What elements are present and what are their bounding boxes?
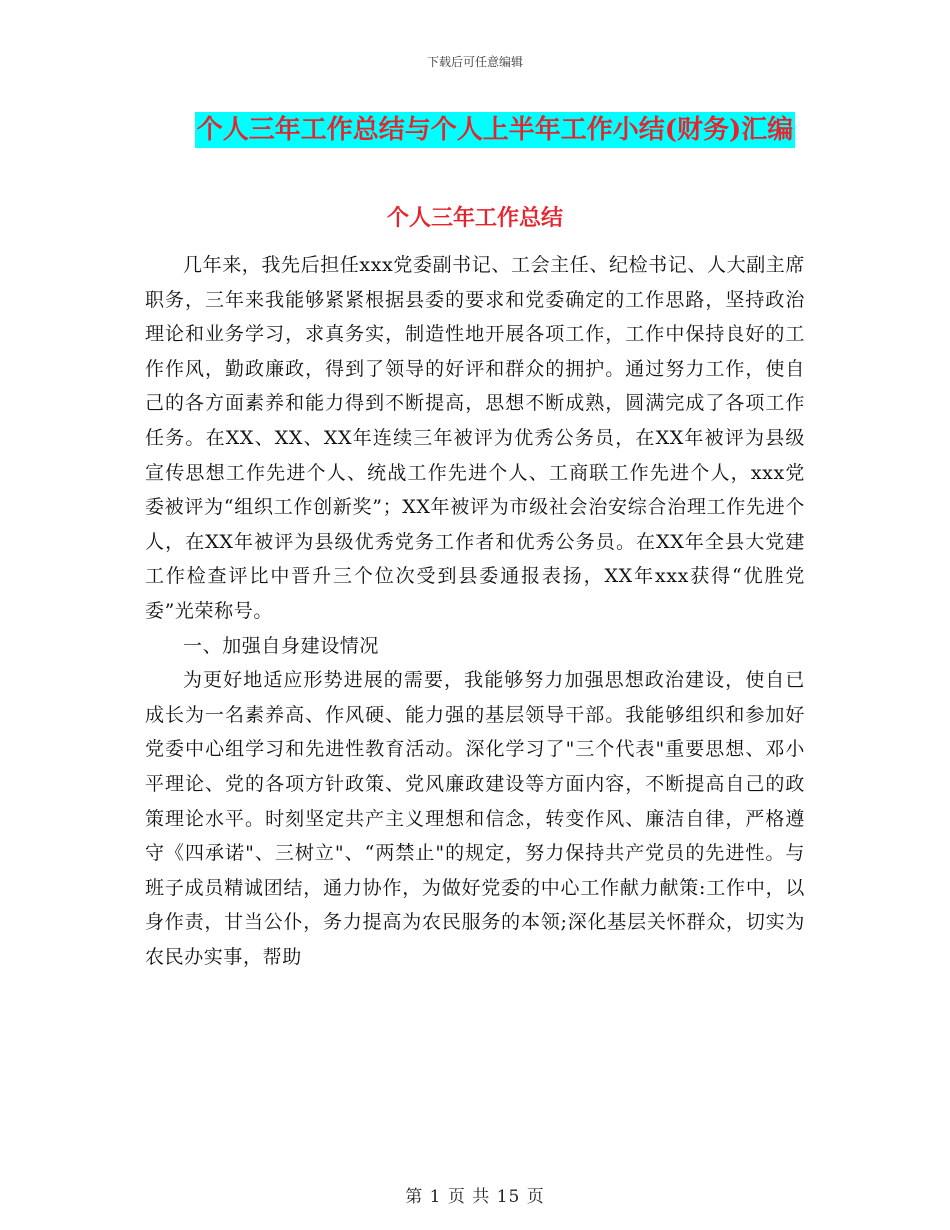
section-title: 个人三年工作总结 [386, 205, 563, 231]
page-footer: 第 1 页 共 15 页 [405, 1187, 545, 1207]
body-text [145, 248, 805, 974]
paragraph-heading-1: 一、加强自身建设情况 [183, 634, 380, 657]
main-title: 个人三年工作总结与个人上半年工作小结(财务)汇编 [195, 112, 796, 148]
main-title-wrap [0, 112, 950, 148]
paragraph-intro: 几年来，我先后担任xxx党委副书记、工会主任、纪检书记、人大副主席职务，三年来我能够紧紧根据县委的要求和党委确定的工作思路，坚持政治理论和业务学习，求真务实，制造性地开展各项工作，工作中保持良好的工作作风，勤政廉政，得到了领导的好评和群众的拥护。通过努力工作，使自己的各方面素养和能力得到不断提高，思想不断成熟，圆满完成了各项工作任务。在XX、XX、XX年连续三年被评为优秀公务员，在XX年被评为县级宣传思想工作先进个人、统战工作先进个人、工商联工作先进个人，xxx党委被评为“组织工作创新奖”；XX年被评为市级社会治安综合治理工作先进个人，在XX年被评为县级优秀党务工作者和优秀公务员。在XX年全县大党建工作检查评比中晋升三个位次受到县委通报表扬，XX年xxx获得“优胜党委”光荣称号。 [145, 254, 805, 622]
header-note: 下载后可任意编辑 [426, 55, 523, 69]
paragraph-self-building: 为更好地适应形势进展的需要，我能够努力加强思想政治建设，使自已成长为一名素养高、作风硬、能力强的基层领导干部。我能够组织和参加好党委中心组学习和先进性教育活动。深化学习了"三个代表"重要思想、邓小平理论、党的各项方针政策、党风廉政建设等方面内容，不断提高自己的政策理论水平。时刻坚定共产主义理想和信念，转变作风、廉洁自律，严格遵守《四承诺"、三树立"、“两禁止"的规定，努力保持共产党员的先进性。与班子成员精诚团结，通力协作，为做好党委的中心工作献力献策:工作中，以身作责，甘当公仆，务力提高为农民服务的本领;深化基层关怀群众，切实为农民办实事，帮助 [145, 669, 805, 968]
